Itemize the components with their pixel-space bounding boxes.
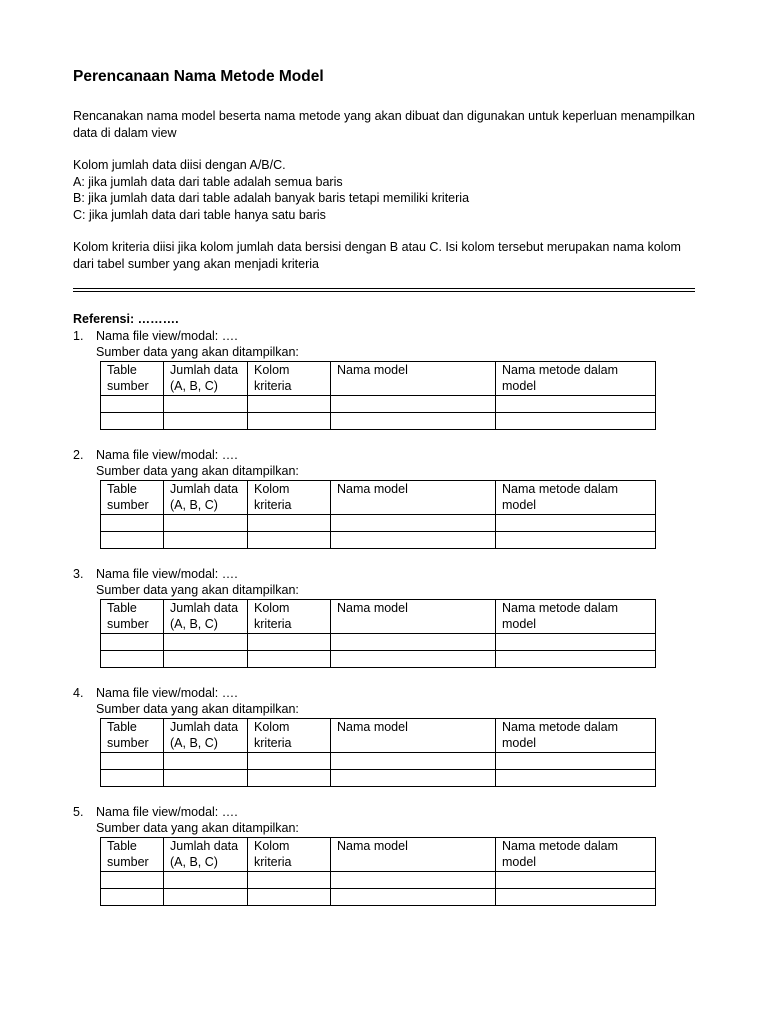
table-cell[interactable] xyxy=(496,650,656,667)
table-cell[interactable] xyxy=(331,395,496,412)
table-row xyxy=(101,633,656,650)
table-cell[interactable] xyxy=(331,871,496,888)
table-cell[interactable] xyxy=(164,531,248,548)
file-name-label: Nama file view/modal: …. xyxy=(96,328,238,343)
table-cell[interactable] xyxy=(496,633,656,650)
file-name-label: Nama file view/modal: …. xyxy=(96,447,238,462)
table-header-row xyxy=(101,599,656,633)
source-label: Sumber data yang akan ditampilkan: xyxy=(96,702,299,716)
table-cell[interactable] xyxy=(248,412,331,429)
table-header-row xyxy=(101,837,656,871)
table-cell[interactable] xyxy=(248,514,331,531)
header-text: Nama metode dalam xyxy=(502,838,619,853)
table-cell[interactable] xyxy=(496,871,656,888)
table-row xyxy=(101,769,656,786)
table-cell[interactable] xyxy=(496,752,656,769)
table-cell[interactable] xyxy=(164,395,248,412)
header-text: Kolom xyxy=(254,481,290,496)
header-text: kriteria xyxy=(254,855,292,869)
header-text: Kolom xyxy=(254,838,290,853)
header-text: (A, B, C) xyxy=(170,855,218,869)
header-text: Kolom xyxy=(254,362,290,377)
header-text: Kolom xyxy=(254,719,290,734)
data-source-table xyxy=(100,718,656,787)
header-text: (A, B, C) xyxy=(170,498,218,512)
file-line xyxy=(73,685,695,702)
table-header-cell xyxy=(248,718,331,752)
section-number: 3. xyxy=(73,566,84,581)
table-cell[interactable] xyxy=(496,888,656,905)
table-header-cell xyxy=(164,837,248,871)
table-cell[interactable] xyxy=(101,752,164,769)
table-row xyxy=(101,395,656,412)
table-cell[interactable] xyxy=(331,650,496,667)
header-text: sumber xyxy=(107,617,149,631)
table-header-cell xyxy=(101,837,164,871)
table-cell[interactable] xyxy=(496,412,656,429)
table-cell[interactable] xyxy=(248,531,331,548)
table-header-row xyxy=(101,361,656,395)
table-cell[interactable] xyxy=(248,633,331,650)
table-header-cell xyxy=(496,718,656,752)
header-text: Nama model xyxy=(337,838,408,853)
file-line xyxy=(73,328,695,345)
header-text: kriteria xyxy=(254,617,292,631)
source-label: Sumber data yang akan ditampilkan: xyxy=(96,345,299,359)
file-line xyxy=(73,447,695,464)
table-cell[interactable] xyxy=(331,531,496,548)
reference-section xyxy=(73,804,695,906)
header-text: sumber xyxy=(107,379,149,393)
table-header-cell xyxy=(331,599,496,633)
source-label: Sumber data yang akan ditampilkan: xyxy=(96,583,299,597)
table-cell[interactable] xyxy=(248,888,331,905)
table-header-cell xyxy=(331,718,496,752)
table-header-cell xyxy=(331,837,496,871)
sections-container xyxy=(73,328,695,906)
header-text: Nama metode dalam xyxy=(502,481,619,496)
table-cell[interactable] xyxy=(101,888,164,905)
header-text: Kolom xyxy=(254,600,290,615)
table-cell[interactable] xyxy=(331,769,496,786)
data-source-table xyxy=(100,480,656,549)
file-line xyxy=(73,566,695,583)
document-page xyxy=(73,66,695,906)
source-label: Sumber data yang akan ditampilkan: xyxy=(96,464,299,478)
reference-label: Referensi: ………. xyxy=(73,312,179,326)
table-cell[interactable] xyxy=(164,888,248,905)
table-cell[interactable] xyxy=(248,650,331,667)
file-name-label: Nama file view/modal: …. xyxy=(96,685,238,700)
table-cell[interactable] xyxy=(331,514,496,531)
header-text: Table xyxy=(107,719,137,734)
rule-line: Kolom jumlah data diisi dengan A/B/C. xyxy=(73,158,286,172)
table-header-cell xyxy=(496,599,656,633)
header-text: sumber xyxy=(107,736,149,750)
header-text: Nama metode dalam xyxy=(502,362,619,377)
table-cell[interactable] xyxy=(164,871,248,888)
reference-section xyxy=(73,328,695,430)
table-header-cell xyxy=(248,837,331,871)
header-text: (A, B, C) xyxy=(170,736,218,750)
data-source-table xyxy=(100,837,656,906)
table-header-cell xyxy=(496,480,656,514)
table-cell[interactable] xyxy=(101,871,164,888)
table-header-row xyxy=(101,718,656,752)
table-cell[interactable] xyxy=(164,514,248,531)
intro-paragraph: Rencanakan nama model beserta nama metode yang akan dibuat dan digunakan untuk keperluan menampilkan data di dalam view xyxy=(73,109,695,140)
header-text: kriteria xyxy=(254,736,292,750)
document-title: Perencanaan Nama Metode Model xyxy=(73,68,324,85)
table-cell[interactable] xyxy=(496,769,656,786)
section-number: 2. xyxy=(73,447,84,462)
table-cell[interactable] xyxy=(164,769,248,786)
table-cell[interactable] xyxy=(101,395,164,412)
table-header-cell xyxy=(101,480,164,514)
table-header-cell xyxy=(101,361,164,395)
table-cell[interactable] xyxy=(164,412,248,429)
header-text: Jumlah data xyxy=(170,481,239,496)
table-cell[interactable] xyxy=(101,514,164,531)
header-text: sumber xyxy=(107,498,149,512)
section-number: 4. xyxy=(73,685,84,700)
header-text: Jumlah data xyxy=(170,719,239,734)
table-cell[interactable] xyxy=(164,650,248,667)
data-source-table xyxy=(100,599,656,668)
rule-line: B: jika jumlah data dari table adalah banyak baris tetapi memiliki kriteria xyxy=(73,191,470,205)
table-cell[interactable] xyxy=(248,871,331,888)
header-text: Table xyxy=(107,600,137,615)
table-cell[interactable] xyxy=(101,412,164,429)
table-row xyxy=(101,752,656,769)
table-header-cell xyxy=(331,480,496,514)
data-source-table xyxy=(100,361,656,430)
header-text: model xyxy=(502,855,537,869)
table-header-cell xyxy=(101,718,164,752)
table-row xyxy=(101,871,656,888)
table-row xyxy=(101,514,656,531)
reference-section xyxy=(73,566,695,668)
table-row xyxy=(101,650,656,667)
header-text: Table xyxy=(107,362,137,377)
file-name-label: Nama file view/modal: …. xyxy=(96,804,238,819)
header-text: Table xyxy=(107,838,137,853)
table-row xyxy=(101,412,656,429)
table-cell[interactable] xyxy=(496,395,656,412)
header-text: model xyxy=(502,617,537,631)
double-divider xyxy=(73,288,695,292)
table-header-cell xyxy=(248,599,331,633)
table-header-cell xyxy=(248,361,331,395)
table-row xyxy=(101,531,656,548)
header-text: Nama model xyxy=(337,600,408,615)
header-text: Jumlah data xyxy=(170,362,239,377)
file-name-label: Nama file view/modal: …. xyxy=(96,566,238,581)
table-cell[interactable] xyxy=(331,888,496,905)
table-header-row xyxy=(101,480,656,514)
header-text: Nama metode dalam xyxy=(502,719,619,734)
table-header-cell xyxy=(164,361,248,395)
table-cell[interactable] xyxy=(248,769,331,786)
section-number: 1. xyxy=(73,328,84,343)
table-header-cell xyxy=(164,480,248,514)
table-cell[interactable] xyxy=(496,531,656,548)
rule-line: C: jika jumlah data dari table hanya satu baris xyxy=(73,207,326,222)
reference-section xyxy=(73,447,695,549)
table-header-cell xyxy=(101,599,164,633)
file-line xyxy=(73,804,695,821)
table-cell[interactable] xyxy=(164,752,248,769)
header-text: Nama model xyxy=(337,362,408,377)
table-cell[interactable] xyxy=(331,633,496,650)
table-header-cell xyxy=(248,480,331,514)
table-cell[interactable] xyxy=(496,514,656,531)
table-cell[interactable] xyxy=(164,633,248,650)
table-header-cell xyxy=(164,718,248,752)
table-cell[interactable] xyxy=(248,752,331,769)
header-text: sumber xyxy=(107,855,149,869)
header-text: Nama metode dalam xyxy=(502,600,619,615)
header-text: Jumlah data xyxy=(170,838,239,853)
table-cell[interactable] xyxy=(101,769,164,786)
table-row xyxy=(101,888,656,905)
table-header-cell xyxy=(496,361,656,395)
header-text: model xyxy=(502,498,537,512)
table-cell[interactable] xyxy=(101,633,164,650)
header-text: Jumlah data xyxy=(170,600,239,615)
header-text: Nama model xyxy=(337,719,408,734)
header-text: Nama model xyxy=(337,481,408,496)
reference-section xyxy=(73,685,695,787)
header-text: (A, B, C) xyxy=(170,379,218,393)
table-cell[interactable] xyxy=(101,650,164,667)
source-label: Sumber data yang akan ditampilkan: xyxy=(96,821,299,835)
table-cell[interactable] xyxy=(331,752,496,769)
criteria-paragraph: Kolom kriteria diisi jika kolom jumlah data bersisi dengan B atau C. Isi kolom tersebut merupakan nama kolom dari tabel sumber yang akan menjadi kriteria xyxy=(73,240,681,271)
table-header-cell xyxy=(496,837,656,871)
table-header-cell xyxy=(331,361,496,395)
table-cell[interactable] xyxy=(248,395,331,412)
table-cell[interactable] xyxy=(101,531,164,548)
header-text: kriteria xyxy=(254,379,292,393)
header-text: model xyxy=(502,379,537,393)
section-number: 5. xyxy=(73,804,84,819)
header-text: Table xyxy=(107,481,137,496)
header-text: (A, B, C) xyxy=(170,617,218,631)
data-count-rules xyxy=(73,157,695,223)
header-text: model xyxy=(502,736,537,750)
table-cell[interactable] xyxy=(331,412,496,429)
header-text: kriteria xyxy=(254,498,292,512)
rule-line: A: jika jumlah data dari table adalah semua baris xyxy=(73,174,343,189)
table-header-cell xyxy=(164,599,248,633)
